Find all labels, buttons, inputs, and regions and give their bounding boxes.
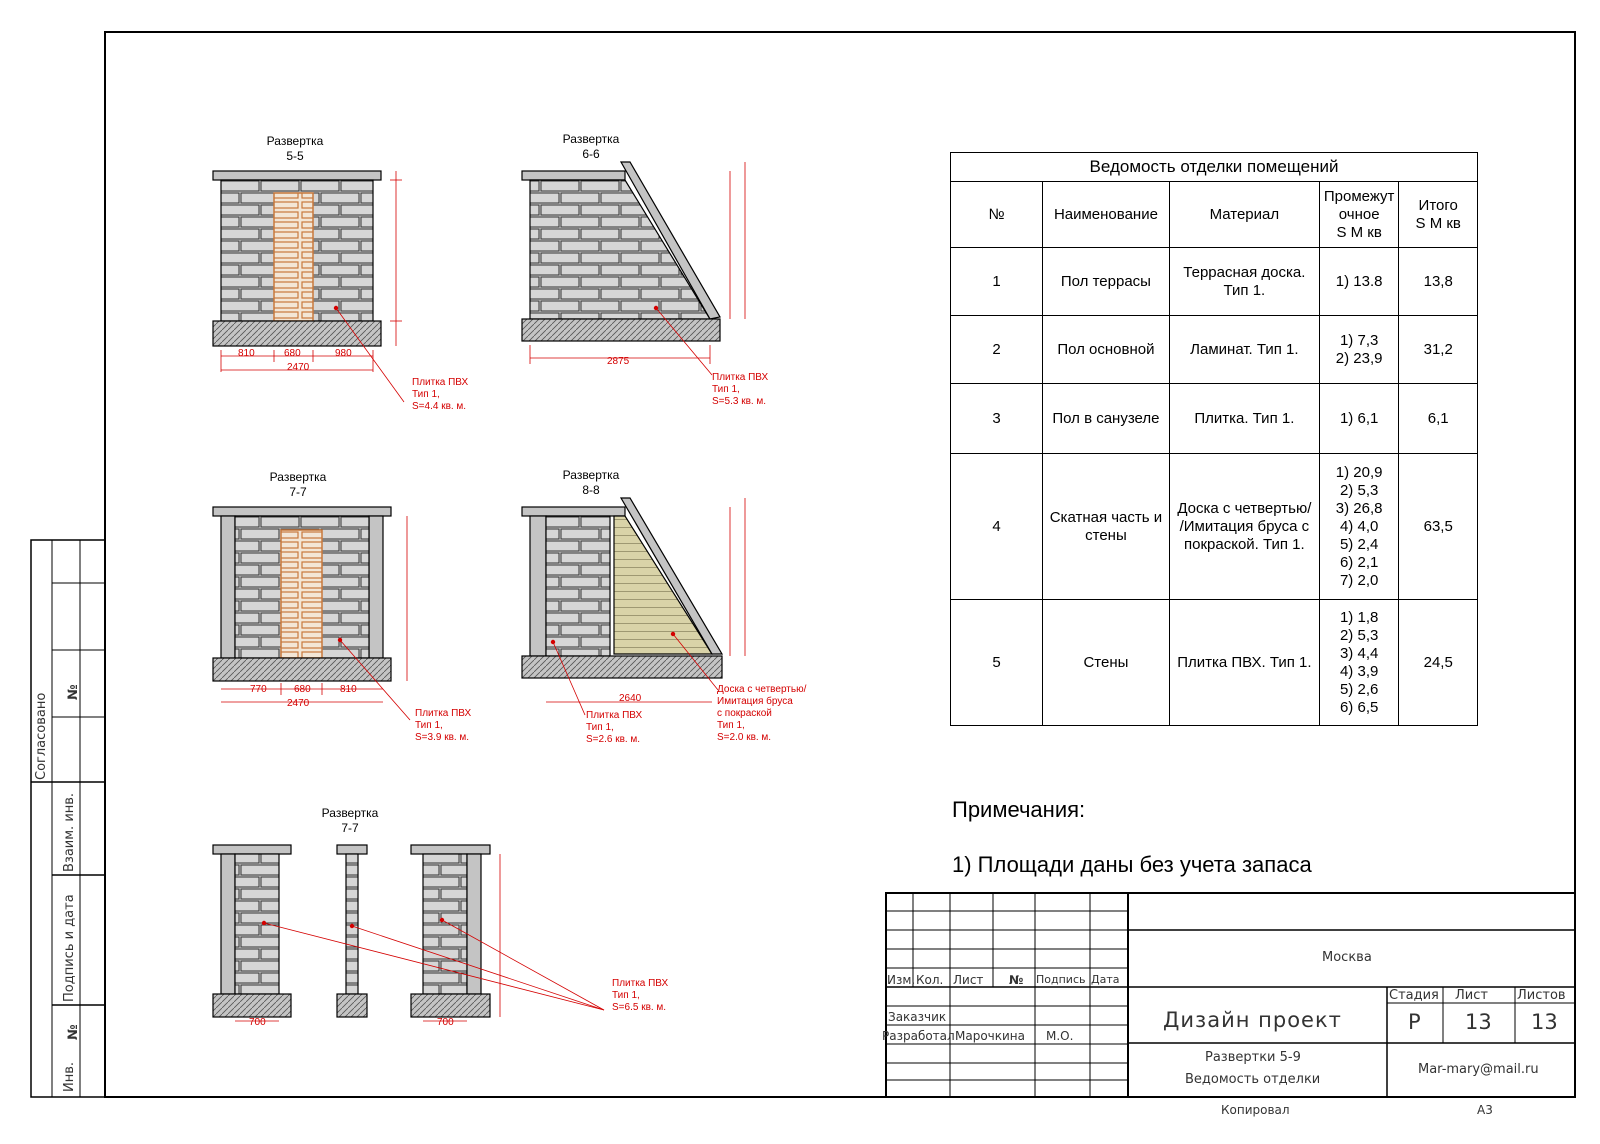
table-row xyxy=(951,248,1478,316)
note-7-7-b: Плитка ПВХ Тип 1, S=6.5 кв. м. xyxy=(612,978,669,1013)
stamp-sheet-label: Лист xyxy=(1455,988,1488,1003)
cell-partial: 1) 1,8 2) 5,3 3) 4,4 4) 3,9 5) 2,6 6) 6,5 xyxy=(1319,600,1399,726)
cell-no: 2 xyxy=(951,316,1043,384)
col-header-no: № xyxy=(951,182,1043,248)
stamp-col-no: № xyxy=(1009,973,1024,987)
notes-line-1: 1) Площади даны без учета запаса xyxy=(952,852,1312,877)
finish-schedule-table xyxy=(950,152,1478,726)
cell-material: Ламинат. Тип 1. xyxy=(1169,316,1319,384)
stamp-sheets: 13 xyxy=(1531,1010,1558,1034)
stamp-stage-label: Стадия xyxy=(1389,988,1439,1003)
stamp-sheet: 13 xyxy=(1465,1010,1492,1034)
cell-partial: 1) 7,3 2) 23,9 xyxy=(1319,316,1399,384)
cell-material: Плитка ПВХ. Тип 1. xyxy=(1169,600,1319,726)
stamp-customer-label: Заказчик xyxy=(888,1010,947,1024)
elevation-title-5-5: Развертка 5-5 xyxy=(266,134,324,163)
note-6-6: Плитка ПВХ Тип 1, S=5.3 кв. м. xyxy=(712,372,769,407)
cell-total: 13,8 xyxy=(1399,248,1478,316)
dim-text: 2470 xyxy=(287,362,310,373)
cell-partial: 1) 6,1 xyxy=(1319,384,1399,454)
cell-no: 3 xyxy=(951,384,1043,454)
elevation-8-8 xyxy=(522,498,745,715)
stamp-sheets-label: Листов xyxy=(1517,988,1566,1003)
cell-total: 24,5 xyxy=(1399,600,1478,726)
dim-text: 2470 xyxy=(287,698,310,709)
cell-no: 4 xyxy=(951,454,1043,600)
stamp-project: Дизайн проект xyxy=(1163,1008,1342,1032)
side-no: № xyxy=(66,684,81,700)
elevation-title-7-7-a: Развертка 7-7 xyxy=(269,470,327,499)
elevation-title-7-7-b: Развертка 7-7 xyxy=(321,806,379,835)
stamp-col-sign: Подпись xyxy=(1036,973,1086,986)
notes-title: Примечания: xyxy=(952,797,1086,822)
side-agreed: Согласовано xyxy=(34,692,49,780)
dim-text: 680 xyxy=(294,684,311,695)
dim-text: 680 xyxy=(284,348,301,359)
cell-total: 6,1 xyxy=(1399,384,1478,454)
note-8-8-wood: Доска с четвертью/ Имитация бруса с покраской Тип 1, S=2.0 кв. м. xyxy=(717,684,807,743)
stamp-city: Москва xyxy=(1322,950,1372,965)
dim-text: 810 xyxy=(238,348,255,359)
note-8-8: Плитка ПВХ Тип 1, S=2.6 кв. м. xyxy=(586,710,643,745)
table-row xyxy=(951,316,1478,384)
cell-name: Пол в санузеле xyxy=(1043,384,1170,454)
stamp-sheet-title-1: Развертки 5-9 xyxy=(1205,1050,1301,1065)
table-caption: Ведомость отделки помещений xyxy=(950,152,1478,181)
elevation-7-7-b xyxy=(213,845,604,1021)
dim-text: 770 xyxy=(250,684,267,695)
col-header-total: Итого S М кв xyxy=(1399,182,1478,248)
cell-partial: 1) 13.8 xyxy=(1319,248,1399,316)
side-interchange: Взаим. инв. xyxy=(62,792,77,872)
stamp-sheet-title-2: Ведомость отделки xyxy=(1185,1072,1321,1087)
cell-name: Стены xyxy=(1043,600,1170,726)
table-row xyxy=(951,600,1478,726)
dim-text: 700 xyxy=(249,1017,266,1028)
table-row xyxy=(951,384,1478,454)
cell-total: 31,2 xyxy=(1399,316,1478,384)
side-sign-date: Подпись и дата xyxy=(62,894,77,1002)
note-5-5: Плитка ПВХ Тип 1, S=4.4 кв. м. xyxy=(412,377,469,412)
elevation-title-8-8: Развертка 8-8 xyxy=(562,468,620,497)
col-header-material: Материал xyxy=(1169,182,1319,248)
cell-no: 1 xyxy=(951,248,1043,316)
elevation-7-7-a xyxy=(213,507,410,720)
cell-name: Скатная часть и стены xyxy=(1043,454,1170,600)
stamp-developer-initials: М.О. xyxy=(1046,1029,1074,1043)
elevation-title-6-6: Развертка 6-6 xyxy=(562,132,620,161)
stamp-stage: Р xyxy=(1408,1010,1421,1034)
cell-total: 63,5 xyxy=(1399,454,1478,600)
stamp-developer-name: Марочкина xyxy=(955,1029,1026,1043)
cell-name: Пол основной xyxy=(1043,316,1170,384)
stamp-email: Mar-mary@mail.ru xyxy=(1418,1062,1539,1077)
dim-text: 700 xyxy=(437,1017,454,1028)
cell-material: Плитка. Тип 1. xyxy=(1169,384,1319,454)
col-header-partial: Промежут очное S М кв xyxy=(1319,182,1399,248)
side-inv-no: № xyxy=(66,1024,81,1040)
stamp-col-kol: Кол. xyxy=(916,973,944,987)
cell-material: Доска с четвертью/ /Имитация бруса с покраской. Тип 1. xyxy=(1169,454,1319,600)
note-7-7-a: Плитка ПВХ Тип 1, S=3.9 кв. м. xyxy=(415,708,472,743)
stamp-col-list: Лист xyxy=(953,973,984,987)
cell-name: Пол террасы xyxy=(1043,248,1170,316)
stamp-developer-label: Разработал xyxy=(882,1029,955,1043)
stamp-col-izm: Изм. xyxy=(887,973,916,987)
stamp-col-date: Дата xyxy=(1091,973,1120,986)
dim-text: 810 xyxy=(340,684,357,695)
elevation-6-6 xyxy=(522,162,745,375)
cell-material: Террасная доска. Тип 1. xyxy=(1169,248,1319,316)
col-header-name: Наименование xyxy=(1043,182,1170,248)
dim-text: 2640 xyxy=(619,693,642,704)
dim-text: 980 xyxy=(335,348,352,359)
side-inv-label: Инв. xyxy=(62,1061,77,1092)
stamp-copied: Копировал xyxy=(1221,1103,1290,1117)
dim-text: 2875 xyxy=(607,356,630,367)
cell-partial: 1) 20,9 2) 5,3 3) 26,8 4) 4,0 5) 2,4 6) 2,1 7) 2,0 xyxy=(1319,454,1399,600)
cell-no: 5 xyxy=(951,600,1043,726)
stamp-format: А3 xyxy=(1477,1103,1493,1117)
table-row xyxy=(951,454,1478,600)
